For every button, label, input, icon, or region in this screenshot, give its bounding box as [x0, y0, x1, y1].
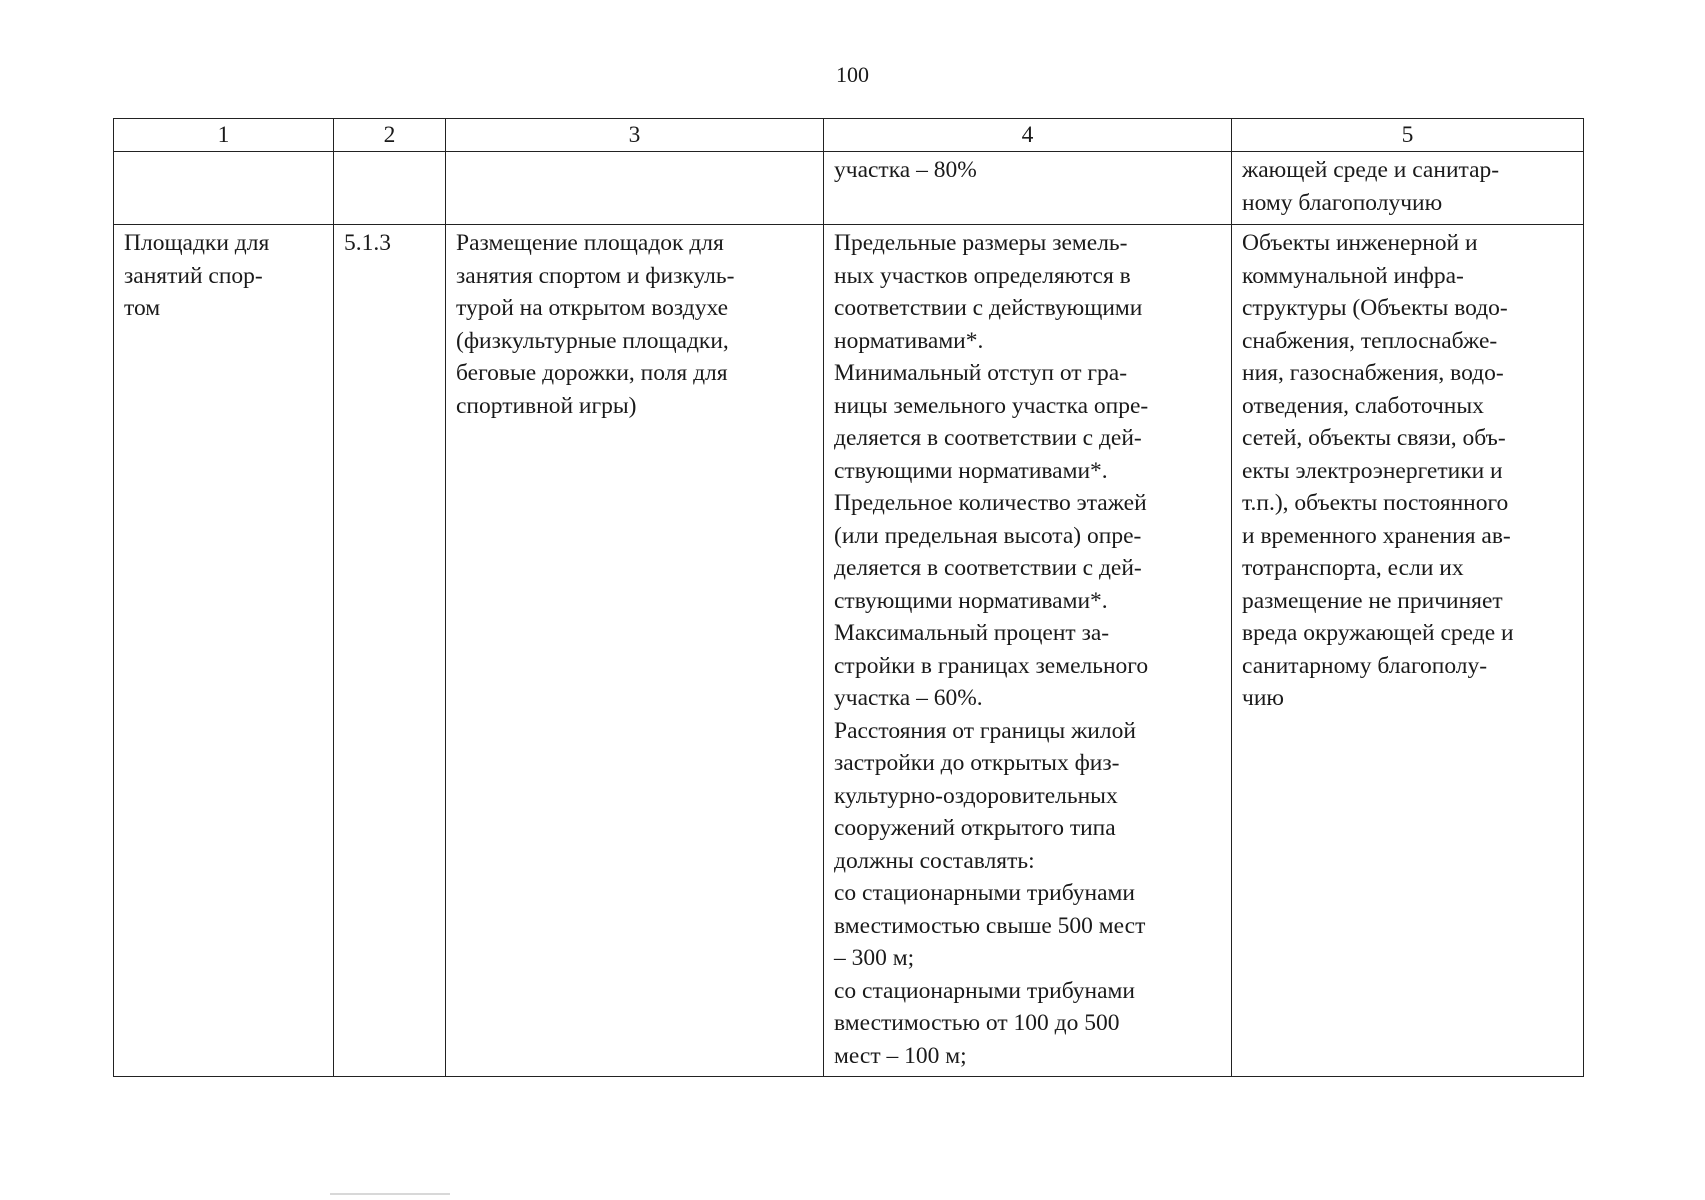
- cell-description: [446, 225, 824, 1077]
- cell-text-line: вреда окружающей среде и: [1242, 620, 1514, 646]
- cell-continuation-col5: [1232, 152, 1584, 225]
- cell-text-line: – 300 м;: [834, 945, 915, 971]
- cell-text-line: Максимальный процент за-: [834, 620, 1110, 646]
- cell-text-line: деляется в соответствии с дей-: [834, 555, 1142, 581]
- cell-text-line: должны составлять:: [834, 847, 1035, 874]
- page-number: 100: [836, 62, 869, 87]
- header-col-5: 5: [1232, 119, 1584, 152]
- cell-text-line: структуры (Объекты водо-: [1242, 295, 1508, 321]
- cell-text-line: беговые дорожки, поля для: [456, 360, 728, 386]
- cell-text-line: Предельное количество этажей: [834, 490, 1147, 516]
- cell-text-line: со стационарными трибунами: [834, 977, 1135, 1004]
- cell-text-line: участка – 60%.: [834, 685, 983, 711]
- cell-text-line: вместимостью свыше 500 мест: [834, 912, 1146, 939]
- cell-text-line: ных участков определяются в: [834, 262, 1131, 289]
- cell-text-line: ствующими нормативами*.: [834, 457, 1108, 484]
- cell-text-line: мест – 100 м;: [834, 1042, 967, 1069]
- cell-text-line: санитарному благополу-: [1242, 652, 1488, 679]
- cell-text-line: сооружений открытого типа: [834, 815, 1116, 841]
- cell-text-line: размещение не причиняет: [1242, 587, 1503, 614]
- cell-land-use-type: [114, 225, 334, 1077]
- cell-parameters: [824, 225, 1232, 1077]
- cell-text-line: культурно-оздоровительных: [834, 782, 1118, 809]
- cell-text-line: коммунальной инфра-: [1242, 262, 1464, 289]
- cell-text-line: нормативами*.: [834, 327, 984, 354]
- cell-text-line: Предельные размеры земель-: [834, 230, 1128, 256]
- regulations-table: [113, 118, 1584, 1077]
- cell-text-line: ному благополучию: [1242, 189, 1443, 216]
- cell-text-line: чию: [1242, 685, 1284, 711]
- cell-text-line: 5.1.3: [344, 230, 391, 256]
- cell-text-line: Площадки для: [124, 230, 270, 256]
- cell-text-line: Размещение площадок для: [456, 230, 724, 256]
- cell-text-line: том: [124, 295, 161, 321]
- cell-auxiliary-uses: [1232, 225, 1584, 1077]
- cell-text-line: отведения, слаботочных: [1242, 392, 1484, 419]
- cell-text-line: турой на открытом воздухе: [456, 295, 729, 321]
- cell-text-line: участка – 80%: [834, 157, 977, 183]
- cell-text-line: деляется в соответствии с дей-: [834, 425, 1142, 451]
- cell-continuation-col3: [446, 152, 824, 225]
- cell-text-line: стройки в границах земельного: [834, 652, 1149, 679]
- cell-text-line: и временного хранения ав-: [1242, 522, 1511, 549]
- cell-text-line: жающей среде и санитар-: [1242, 157, 1500, 183]
- cell-continuation-col1: [114, 152, 334, 225]
- cell-text-line: снабжения, теплоснабже-: [1242, 327, 1498, 354]
- header-col-2: 2: [334, 119, 446, 152]
- cell-text-line: ствующими нормативами*.: [834, 587, 1108, 614]
- cell-text-line: занятий спор-: [124, 262, 263, 289]
- cell-text-line: (или предельная высота) опре-: [834, 522, 1142, 549]
- cell-code: [334, 225, 446, 1077]
- cell-text-line: ния, газоснабжения, водо-: [1242, 360, 1504, 386]
- cell-text-line: занятия спортом и физкуль-: [456, 262, 735, 289]
- header-col-4: 4: [824, 119, 1232, 152]
- cell-text-line: екты электроэнергетики и: [1242, 457, 1503, 484]
- table-row: [114, 225, 1584, 1077]
- header-col-3: 3: [446, 119, 824, 152]
- cell-text-line: вместимостью от 100 до 500: [834, 1010, 1120, 1036]
- cell-text-line: застройки до открытых физ-: [834, 750, 1120, 776]
- cell-text-line: ницы земельного участка опре-: [834, 392, 1149, 419]
- cell-text-line: (физкультурные площадки,: [456, 327, 729, 354]
- cell-continuation-col4: [824, 152, 1232, 225]
- cell-text-line: со стационарными трибунами: [834, 880, 1135, 906]
- scan-artifact: [330, 1193, 450, 1195]
- header-row: [114, 119, 1584, 152]
- cell-text-line: спортивной игры): [456, 392, 637, 419]
- cell-text-line: Минимальный отступ от гра-: [834, 360, 1128, 386]
- cell-text-line: т.п.), объекты постоянного: [1242, 490, 1509, 516]
- cell-text-line: Расстояния от границы жилой: [834, 717, 1136, 744]
- cell-text-line: тотранспорта, если их: [1242, 555, 1464, 581]
- header-col-1: 1: [114, 119, 334, 152]
- cell-text-line: соответствии с действующими: [834, 295, 1143, 321]
- cell-text-line: Объекты инженерной и: [1242, 230, 1478, 256]
- continuation-row: [114, 152, 1584, 225]
- cell-text-line: сетей, объекты связи, объ-: [1242, 425, 1506, 451]
- cell-continuation-col2: [334, 152, 446, 225]
